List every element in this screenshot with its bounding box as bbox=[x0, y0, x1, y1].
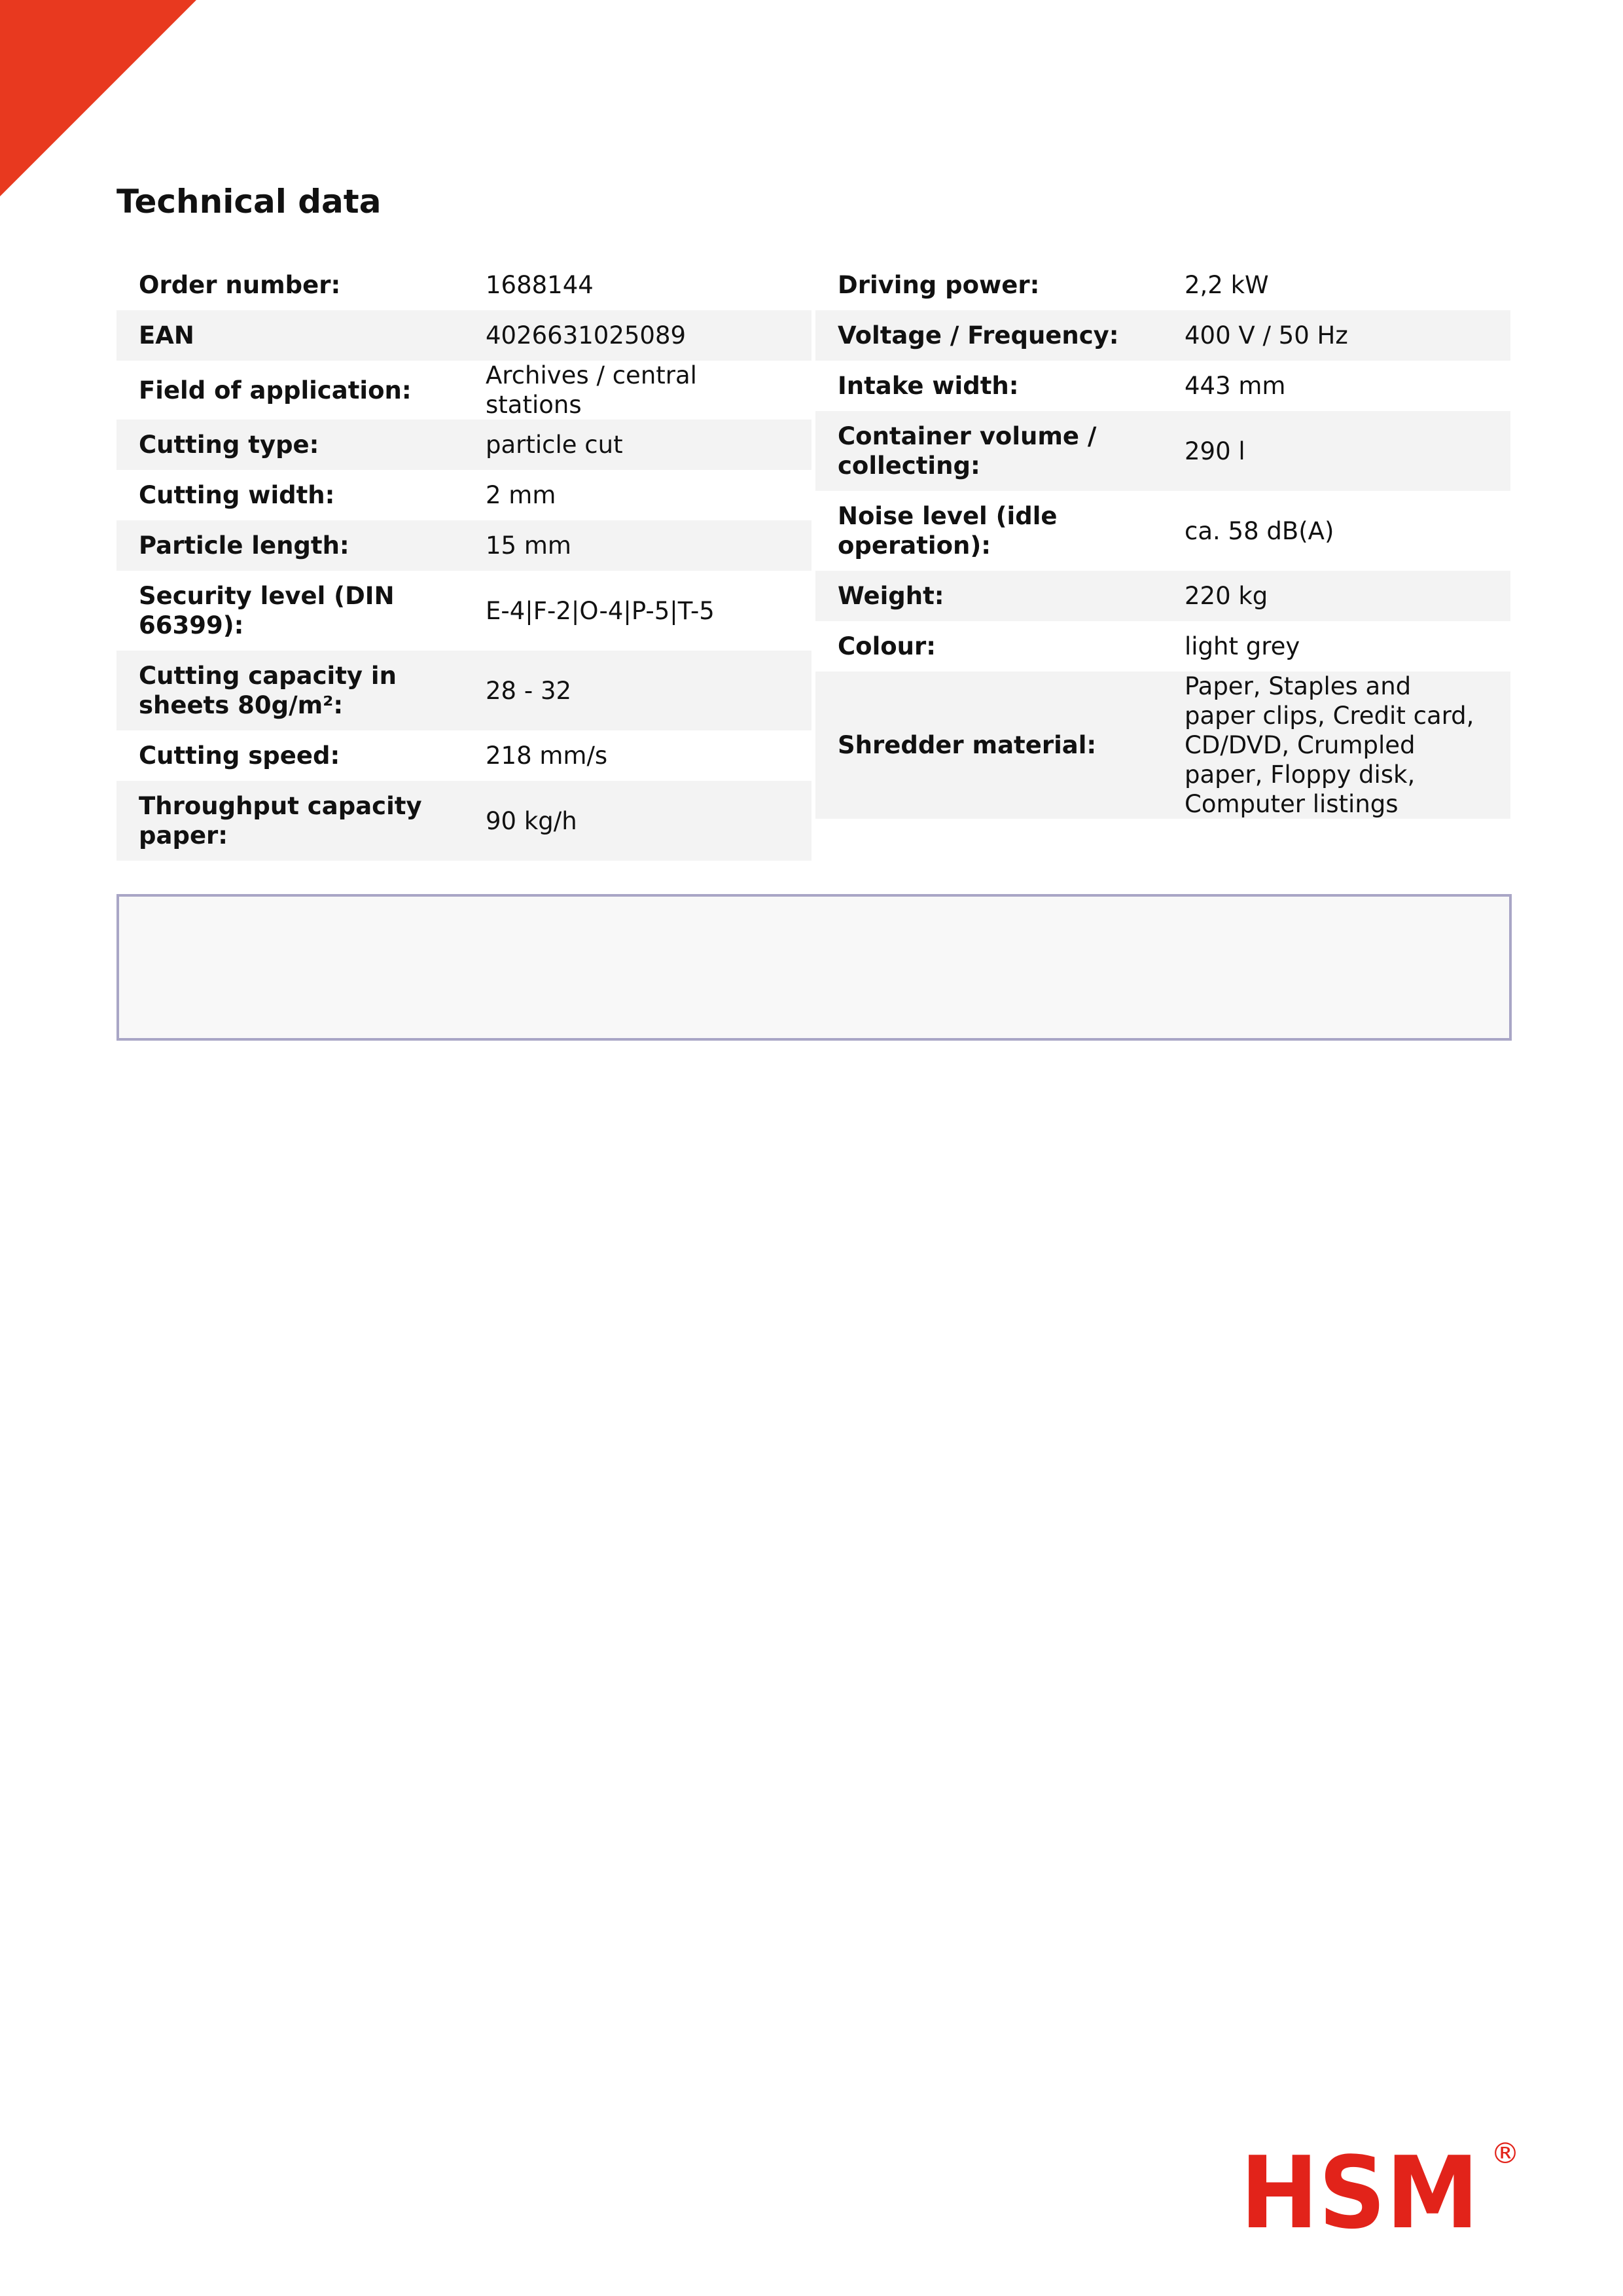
spec-value: 2 mm bbox=[486, 481, 556, 509]
spec-row-order-number bbox=[116, 260, 812, 310]
spec-value: Archives / central stations bbox=[486, 361, 697, 419]
spec-label: Colour: bbox=[838, 632, 936, 660]
registered-mark-icon: ® bbox=[1491, 2137, 1520, 2170]
spec-row-cutting-capacity bbox=[116, 651, 812, 730]
spec-label: Driving power: bbox=[838, 271, 1040, 299]
spec-row-security-level bbox=[116, 571, 812, 651]
spec-value: Paper, Staples and paper clips, Credit card, CD/DVD, Crumpled paper, Floppy disk, Computer listings bbox=[1162, 672, 1510, 819]
spec-row-voltage-frequency bbox=[815, 310, 1510, 361]
spec-label: Particle length: bbox=[116, 520, 463, 571]
spec-value: 220 kg bbox=[1162, 571, 1510, 621]
spec-value: 290 l bbox=[1162, 411, 1510, 491]
spec-row-intake-width bbox=[815, 361, 1510, 411]
hsm-logo bbox=[1240, 2135, 1520, 2251]
spec-value: 28 - 32 bbox=[463, 651, 812, 730]
spec-row-throughput-capacity bbox=[116, 781, 812, 861]
spec-row-noise-level bbox=[815, 491, 1510, 571]
spec-label: Security level (DIN 66399): bbox=[139, 582, 395, 639]
spec-label: Voltage / Frequency: bbox=[815, 310, 1162, 361]
spec-row-field-of-application bbox=[116, 361, 812, 420]
spec-value: 218 mm/s bbox=[486, 742, 608, 770]
spec-value: ca. 58 dB(A) bbox=[1185, 516, 1334, 545]
spec-label: Order number: bbox=[139, 271, 341, 299]
spec-row-cutting-speed bbox=[116, 730, 812, 781]
page-title: Technical data bbox=[116, 183, 382, 221]
spec-value: 443 mm bbox=[1185, 372, 1286, 400]
spec-row-cutting-type bbox=[116, 420, 812, 470]
specs-table-left bbox=[116, 260, 812, 861]
spec-row-cutting-width bbox=[116, 470, 812, 520]
spec-value: 400 V / 50 Hz bbox=[1162, 310, 1510, 361]
spec-value: 4026631025089 bbox=[463, 310, 812, 361]
spec-row-shredder-material bbox=[815, 672, 1510, 819]
spec-value: 90 kg/h bbox=[463, 781, 812, 861]
spec-row-container-volume bbox=[815, 411, 1510, 491]
spec-label: Cutting width: bbox=[139, 481, 335, 509]
spec-value: particle cut bbox=[463, 420, 812, 470]
note-box bbox=[116, 894, 1512, 1041]
spec-label: Weight: bbox=[815, 571, 1162, 621]
spec-value: 2,2 kW bbox=[1185, 271, 1269, 299]
spec-label: Noise level (idle operation): bbox=[838, 502, 1058, 560]
corner-accent-triangle bbox=[0, 0, 196, 196]
spec-row-particle-length bbox=[116, 520, 812, 571]
spec-value: 15 mm bbox=[463, 520, 812, 571]
spec-row-weight bbox=[815, 571, 1510, 621]
spec-row-ean bbox=[116, 310, 812, 361]
spec-label: EAN bbox=[116, 310, 463, 361]
spec-label: Cutting capacity in sheets 80g/m²: bbox=[116, 651, 463, 730]
spec-value: 1688144 bbox=[486, 271, 594, 299]
spec-label: Field of application: bbox=[139, 376, 412, 404]
logo-wordmark: HSM bbox=[1240, 2135, 1479, 2251]
specs-table-right bbox=[815, 260, 1510, 819]
spec-label: Cutting type: bbox=[116, 420, 463, 470]
spec-row-driving-power bbox=[815, 260, 1510, 310]
spec-label: Intake width: bbox=[838, 372, 1019, 400]
spec-label: Shredder material: bbox=[815, 672, 1162, 819]
spec-value: light grey bbox=[1185, 632, 1300, 660]
spec-label: Throughput capacity paper: bbox=[116, 781, 463, 861]
spec-value: E-4|F-2|O-4|P-5|T-5 bbox=[486, 596, 715, 625]
spec-row-colour bbox=[815, 621, 1510, 672]
spec-label: Container volume / collecting: bbox=[815, 411, 1162, 491]
spec-label: Cutting speed: bbox=[139, 742, 340, 770]
